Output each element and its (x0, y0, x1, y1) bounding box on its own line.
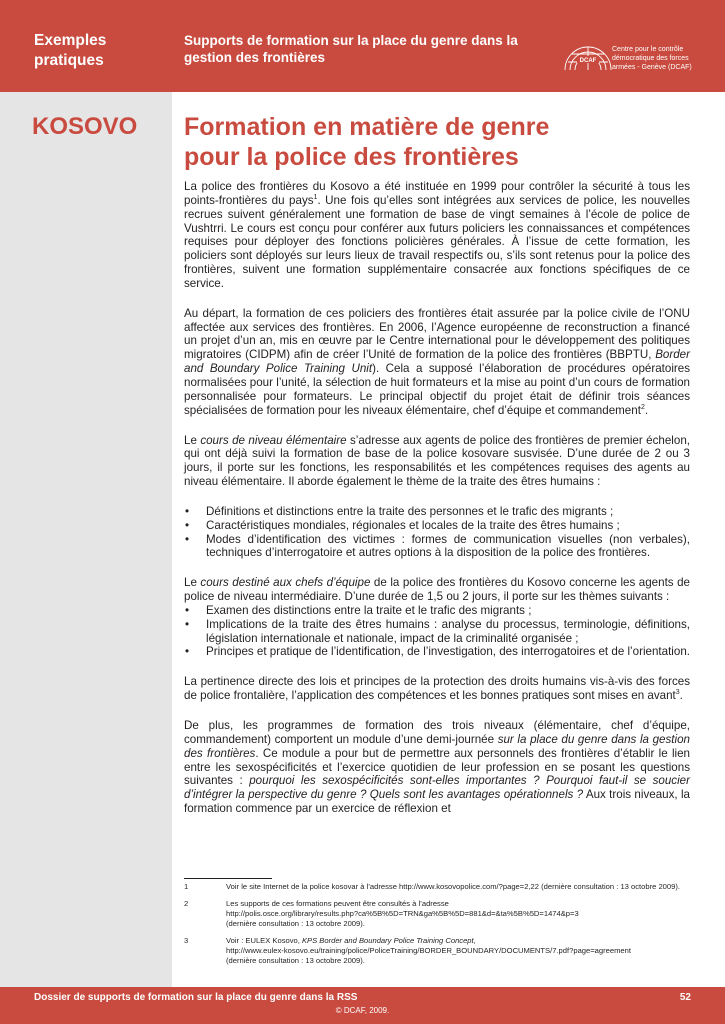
section-label: Exemples pratiques (34, 32, 107, 69)
paragraph-5: La pertinence directe des lois et principes de la protection des droits humains vis-à-vis des forces de police frontalière, l’application des compétences et les bonnes pratiques sont mises en avant$^3$. (184, 675, 690, 703)
article-body (184, 180, 690, 832)
paragraph-4: Le cours destiné aux chefs d’équipe de la police des frontières du Kosovo concerne les agents de police de niveau intermédiaire. D’une durée de 1,5 ou 2 jours, il porte sur les thèmes suivants : (184, 576, 690, 604)
list-item: • Caractéristiques mondiales, régionales et locales de la traite des êtres humains ; (184, 519, 690, 533)
bullet-list-basic-course (184, 505, 690, 560)
header-subtitle: Supports de formation sur la place du genre dans la gestion des frontières (184, 33, 518, 65)
footnote-3: 3 Voir : EULEX Kosovo, KPS Border and Boundary Police Training Concept, http://www.eulex-kosovo.eu/training/police/PoliceTraining/BORDER_BOUNDARY/DOCUMENTS/7.pdf?page=agreement (dernière consultation : 13 octobre 2009). (184, 936, 704, 966)
footnotes (184, 882, 704, 973)
title-line-1: Formation en matière de genre (184, 113, 550, 141)
dcaf-logo-icon (562, 34, 614, 72)
footnote-link[interactable]: http://www.eulex-kosovo.eu/training/police/PoliceTraining/BORDER_BOUNDARY/DOCUMENTS/7.pdf?page=agreement (226, 946, 631, 955)
footnote-2: 2 Les supports de ces formations peuvent être consultés à l’adresse http://polis.osce.org/library/results.php?ca%5B%5D=TRN&ga%5B%5D=881&d=&ta%5B%5D=1474&p=3 (dernière consultation : 13 octobre 2009). (184, 899, 704, 929)
page-title (184, 112, 704, 172)
list-item: • Définitions et distinctions entre la traite des personnes et le trafic des migrants ; (184, 505, 690, 519)
bullet-list-team-leader-course (184, 604, 690, 659)
paragraph-1: La police des frontières du Kosovo a été instituée en 1999 pour contrôler la sécurité à tous les points-frontières du pays$^1$. Une fois qu’elles sont intégrées aux services de police, les nouvelles recrues suivent généralement une formation de base de vingt semaines à l’école de police de Vushtrri. Le cours est conçu pour conférer aux futurs policiers les connaissances et compétences requises pour déployer des fonctions policières générales. À l’issue de cette formation, les policiers sont déployés sur leurs lieux de travail respectifs ou, s’ils sont retenus pour la police des frontières, suivent une formation supplémentaire consacrée aux fonctions spécifiques de ce service. (184, 180, 690, 290)
list-item: • Principes et pratique de l’identification, de l’investigation, des interrogatoires et de l’orientation. (184, 645, 690, 659)
paragraph-3: Le cours de niveau élémentaire s’adresse aux agents de police des frontières de premier échelon, qui ont déjà suivi la formation de base de la police kosovare susvisée. D’une durée de 2 ou 3 jours, il porte sur les fonctions, les responsabilités et les compétences requises des agents au niveau élémentaire. Il aborde également le thème de la traite des êtres humains : (184, 433, 690, 489)
page-footer (0, 987, 725, 1024)
footnote-1: 1 Voir le site Internet de la police kosovar à l’adresse http://www.kosovopolice.com/?page=2,22 (dernière consultation : 13 octobre 2009). (184, 882, 680, 891)
left-sidebar (0, 92, 172, 987)
footer-title: Dossier de supports de formation sur la place du genre dans la RSS (34, 992, 358, 1003)
list-item: • Implications de la traite des êtres humains : analyse du processus, terminologie, définitions, législation internationale et nationale, impact de la criminalité organisée ; (184, 618, 690, 646)
paragraph-6: De plus, les programmes de formation des trois niveaux (élémentaire, chef d’équipe, commandement) comportent un module d’une demi-journée sur la place du genre dans la gestion des frontières. Ce module a pour but de permettre aux personnels des frontières d’établir le lien entre les sexospécificités et l’exercice quotidien de leur profession en se posant les questions suivantes : pourquoi les sexospécificités sont-elles importantes ? Pourquoi faut-il se soucier d’intégrer la perspective du genre ? Quels sont les avantages opérationnels ? Aux trois niveaux, la formation commence par un exercice de réflexion et (184, 719, 690, 816)
dcaf-logo-letters: DCAF (579, 58, 597, 64)
page-number: 52 (679, 992, 691, 1003)
paragraph-2: Au départ, la formation de ces policiers des frontières était assurée par la police civile de l’ONU affectée aux services des frontières. En 2006, l’Agence européenne de reconstruction a financé un projet d’un an, mis en œuvre par le Centre international pour le développement des politiques migratoires (CIDPM) afin de créer l’Unité de formation de la police des frontières (BBPTU, Border and Boundary Police Training Unit). Cela a supposé l’élaboration de procédures opératoires normalisées pour l’unité, la sélection de huit formateurs et la mise au point d’un cours de formation personnalisée pour formateurs. Le principal objectif du projet était de définir trois séances spécialisées de formation pour les niveaux élémentaire, chef d’équipe et commandement$^2$. (184, 306, 690, 417)
page-header (0, 0, 725, 92)
list-item: • Modes d’identification des victimes : formes de communication visuelles (non verbales), techniques d’interrogatoire et autres options à la disposition de la police des frontières. (184, 533, 690, 561)
dcaf-logo-caption: Centre pour le contrôle démocratique des forces armées - Genève (DCAF) (612, 46, 692, 71)
footnote-link[interactable]: http://polis.osce.org/library/results.php?ca%5B%5D=TRN&ga%5B%5D=881&d=&ta%5B%5D=1474&p=3 (226, 909, 579, 918)
country-label: KOSOVO (32, 113, 138, 140)
list-item: • Examen des distinctions entre la traite et le trafic des migrants ; (184, 604, 690, 618)
title-line-2: pour la police des frontières (184, 143, 519, 171)
copyright: © DCAF, 2009. (335, 1006, 390, 1015)
footnote-divider (184, 878, 272, 879)
